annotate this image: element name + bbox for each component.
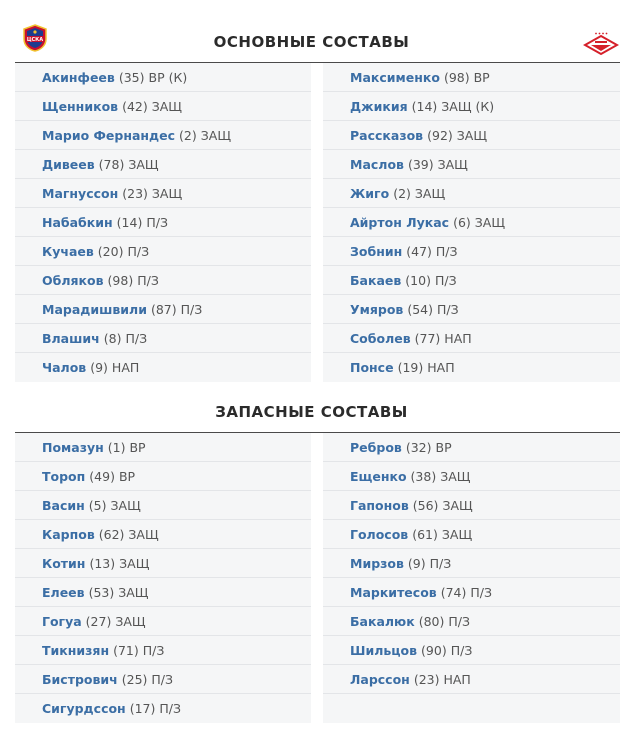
player-name-link[interactable]: Тикнизян [42, 642, 110, 658]
player-name-link[interactable]: Ларссон [350, 671, 410, 687]
player-number: (25) [121, 671, 148, 687]
player-number: (2) [179, 127, 197, 143]
player-number: (32) [405, 439, 432, 455]
home-substitutes-list [15, 433, 311, 723]
player-number: (80) [418, 613, 445, 629]
player-name-link[interactable]: Рассказов [350, 127, 424, 143]
player-number: (62) [98, 526, 125, 542]
player-row [323, 462, 620, 491]
player-name-link[interactable]: Влашич [42, 330, 100, 346]
player-number: (61) [412, 526, 438, 542]
player-row [323, 636, 620, 665]
player-number: (19) [397, 360, 424, 375]
player-number: (53) [88, 584, 115, 600]
player-position: ЗАЩ [442, 497, 473, 513]
player-name-link[interactable]: Гапонов [350, 497, 409, 513]
substitute-lineups [15, 433, 620, 723]
player-number: (42) [122, 98, 148, 114]
player-row [15, 491, 311, 520]
player-row [323, 433, 620, 462]
player-row [15, 63, 311, 92]
player-row [323, 208, 620, 237]
player-position: ВР (К) [148, 69, 188, 85]
player-number: (27) [85, 613, 112, 629]
player-number: (8) [103, 330, 122, 346]
player-position: П/З [470, 584, 492, 600]
player-row [323, 353, 620, 382]
empty-row [323, 694, 620, 723]
away-starting-list [323, 63, 620, 382]
player-name-link[interactable]: Обляков [42, 272, 104, 288]
substitutes-header [0, 396, 623, 428]
player-position: ЗАЩ [110, 497, 141, 513]
player-position: ЗАЩ [119, 555, 150, 571]
player-number: (1) [107, 439, 126, 455]
player-number: (71) [113, 642, 139, 658]
player-row [15, 295, 311, 324]
player-position: ЗАЩ [128, 526, 159, 542]
player-position: П/З [450, 642, 473, 658]
player-row [323, 179, 620, 208]
player-row [323, 237, 620, 266]
player-row [15, 549, 311, 578]
player-name-link[interactable]: Зобнин [350, 243, 403, 259]
player-number: (14) [411, 98, 438, 114]
player-number: (54) [407, 301, 433, 317]
player-name-link[interactable]: Шильцов [350, 642, 418, 658]
player-position: ЗАЩ [437, 156, 468, 172]
player-number: (87) [150, 301, 177, 317]
player-number: (78) [98, 156, 125, 172]
player-position: ЗАЩ [151, 98, 182, 114]
player-position: ЗАЩ [128, 156, 159, 172]
player-number: (23) [122, 185, 148, 201]
player-name-link[interactable]: Марадишвили [42, 301, 147, 317]
player-row [323, 63, 620, 92]
player-row [323, 150, 620, 179]
player-row [15, 578, 311, 607]
player-position: ВР [473, 69, 490, 85]
player-number: (9) [90, 360, 108, 375]
player-name-link[interactable]: Ещенко [350, 468, 407, 484]
player-number: (35) [118, 69, 145, 85]
player-name-link[interactable]: Ребров [350, 439, 402, 455]
player-name-link[interactable]: Елеев [42, 584, 85, 600]
player-name-link[interactable]: Чалов [42, 360, 87, 375]
player-row [15, 266, 311, 295]
starting-lineups [15, 63, 620, 382]
player-position: П/З [180, 301, 203, 317]
player-position: ЗАЩ [414, 185, 446, 201]
player-position: П/З [437, 301, 459, 317]
player-number: (9) [407, 555, 426, 571]
player-name-link[interactable]: Бакалюк [350, 613, 415, 629]
player-row [15, 237, 311, 266]
player-number: (77) [414, 330, 441, 346]
player-name-link[interactable]: Бакаев [350, 272, 402, 288]
player-row [15, 324, 311, 353]
player-number: (56) [412, 497, 439, 513]
spartak-logo-icon [583, 32, 619, 56]
player-name-link[interactable]: Голосов [350, 526, 409, 542]
player-number: (47) [406, 243, 432, 259]
player-name-link[interactable]: Соболев [350, 330, 411, 346]
player-name-link[interactable]: Карпов [42, 526, 95, 542]
player-position: НАП [111, 360, 140, 375]
player-name-link[interactable]: Жиго [350, 185, 390, 201]
player-number: (14) [116, 214, 143, 230]
player-name-link[interactable]: Кучаев [42, 243, 94, 259]
player-row [15, 121, 311, 150]
player-position: П/З [127, 243, 150, 259]
player-row [323, 266, 620, 295]
player-number: (23) [413, 671, 440, 687]
cska-logo-text: ЦСКА [26, 37, 44, 43]
player-name-link[interactable]: Марио Фернандес [42, 127, 176, 143]
player-name-link[interactable]: Котин [42, 555, 86, 571]
player-row [15, 353, 311, 382]
player-row [15, 462, 311, 491]
player-name-link[interactable]: Мирзов [350, 555, 404, 571]
player-row [323, 121, 620, 150]
starting-header [0, 26, 623, 58]
player-name-link[interactable]: Маркитесов [350, 584, 437, 600]
player-row [323, 578, 620, 607]
player-position: П/З [448, 613, 470, 629]
player-position: П/З [125, 330, 148, 346]
player-position: П/З [159, 701, 181, 716]
player-row [323, 324, 620, 353]
player-name-link[interactable]: Умяров [350, 301, 404, 317]
player-name-link[interactable]: Максименко [350, 69, 440, 85]
player-name-link[interactable]: Магнуссон [42, 185, 119, 201]
player-position: ЗАЩ [151, 185, 183, 201]
player-number: (10) [405, 272, 431, 288]
substitutes-title: ЗАПАСНЫЕ СОСТАВЫ [215, 403, 408, 421]
player-position: ЗАЩ (К) [441, 98, 495, 114]
player-row [15, 607, 311, 636]
player-position: ВР [129, 439, 146, 455]
player-name-link[interactable]: Акинфеев [42, 69, 115, 85]
player-number: (6) [453, 214, 471, 230]
player-name-link[interactable]: Бистрович [42, 671, 118, 687]
player-row [15, 208, 311, 237]
away-substitutes-list [323, 433, 620, 723]
player-position: П/З [142, 642, 165, 658]
player-row [15, 179, 311, 208]
player-position: НАП [427, 360, 455, 375]
player-row [323, 607, 620, 636]
player-row [323, 665, 620, 694]
player-position: П/З [429, 555, 452, 571]
player-position: ЗАЩ [441, 526, 473, 542]
player-name-link[interactable]: Джикия [350, 98, 408, 114]
player-row [323, 92, 620, 121]
player-row [15, 520, 311, 549]
player-number: (20) [97, 243, 124, 259]
player-number: (49) [89, 468, 115, 484]
player-name-link[interactable]: Маслов [350, 156, 404, 172]
player-position: ЗАЩ [474, 214, 506, 230]
player-number: (2) [393, 185, 411, 201]
player-row [15, 694, 311, 723]
player-position: П/З [146, 214, 168, 230]
player-number: (38) [410, 468, 437, 484]
player-row [15, 92, 311, 121]
player-row [323, 520, 620, 549]
player-row [323, 549, 620, 578]
player-number: (17) [129, 701, 156, 716]
player-position: ВР [435, 439, 452, 455]
player-number: (5) [88, 497, 107, 513]
player-row [15, 636, 311, 665]
player-position: ЗАЩ [200, 127, 232, 143]
player-position: П/З [435, 243, 458, 259]
player-name-link[interactable]: Айртон Лукас [350, 214, 450, 230]
player-number: (92) [427, 127, 453, 143]
player-name-link[interactable]: Набабкин [42, 214, 113, 230]
player-position: НАП [444, 330, 472, 346]
player-name-link[interactable]: Гогуа [42, 613, 82, 629]
player-position: ЗАЩ [118, 584, 149, 600]
player-position: П/З [434, 272, 457, 288]
player-position: ВР [118, 468, 136, 484]
player-position: ЗАЩ [456, 127, 488, 143]
home-starting-list [15, 63, 311, 382]
player-number: (13) [89, 555, 116, 571]
player-row [323, 491, 620, 520]
player-position: П/З [151, 671, 174, 687]
player-position: ЗАЩ [115, 613, 146, 629]
player-number: (74) [440, 584, 467, 600]
player-name-link[interactable]: Васин [42, 497, 85, 513]
player-number: (98) [443, 69, 470, 85]
player-name-link[interactable]: Тороп [42, 468, 86, 484]
player-position: П/З [137, 272, 159, 288]
cska-logo-icon [22, 24, 48, 52]
player-name-link[interactable]: Помазун [42, 439, 104, 455]
player-name-link[interactable]: Дивеев [42, 156, 95, 172]
player-number: (90) [421, 642, 447, 658]
player-row [323, 295, 620, 324]
player-number: (98) [107, 272, 134, 288]
player-row [15, 433, 311, 462]
player-name-link[interactable]: Понсе [350, 360, 394, 375]
player-name-link[interactable]: Щенников [42, 98, 119, 114]
player-row [15, 665, 311, 694]
starting-title: ОСНОВНЫЕ СОСТАВЫ [213, 33, 410, 51]
player-name-link[interactable]: Сигурдссон [42, 701, 126, 716]
player-position: НАП [443, 671, 471, 687]
player-position: ЗАЩ [440, 468, 471, 484]
player-row [15, 150, 311, 179]
player-number: (39) [407, 156, 434, 172]
